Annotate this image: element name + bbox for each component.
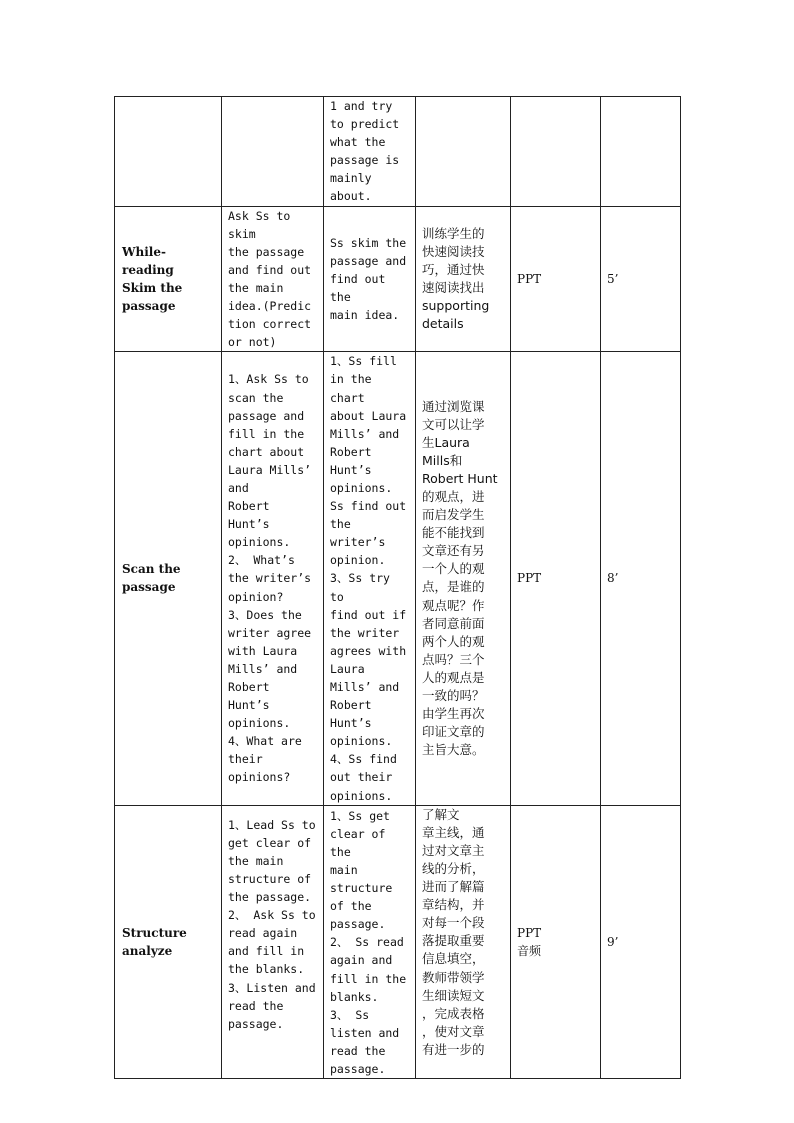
student-activity-text: Ss skim the passage and find out the main idea. bbox=[330, 235, 407, 323]
teacher-activity-cell bbox=[222, 97, 324, 207]
lesson-plan-table bbox=[114, 96, 681, 1079]
time-cell bbox=[601, 97, 681, 207]
teacher-activity-cell bbox=[222, 352, 324, 805]
student-activity-text: 1、Ss get clear of the main structure of the passage. 2、 Ss read again and fill in the blanks. 3、 Ss listen and read the passage. bbox=[330, 808, 407, 1076]
table-row bbox=[115, 805, 681, 1078]
student-activity-cell bbox=[324, 97, 416, 207]
media-cell bbox=[511, 805, 601, 1078]
time-text: 9’ bbox=[607, 934, 619, 949]
student-activity-cell bbox=[324, 206, 416, 352]
media-cell bbox=[511, 97, 601, 207]
student-activity-text: 1、Ss fill in the chart about Laura Mills’ and Robert Hunt’s opinions. Ss find out the writer’s opinion. 3、Ss try to find out if the writer agrees with Laura Mills’ and Robert Hunt’s opinions. 4、Ss find out their opinions. bbox=[330, 354, 407, 803]
stage-cell bbox=[115, 206, 222, 352]
design-aim-text: 了解文 章主线，通 过对文章主 线的分析， 进而了解篇 章结构，并 对每一个段 落提取重要 信息填空， 教师带领学 生细读短文 ，完成表格 ，使对文章 有进一步的 bbox=[422, 806, 485, 1057]
teacher-activity-cell bbox=[222, 805, 324, 1078]
media-text: PPT bbox=[517, 571, 542, 586]
media-text: PPT 音频 bbox=[517, 925, 542, 958]
stage-text: Structure analyze bbox=[122, 925, 187, 958]
student-activity-text: 1 and try to predict what the passage is mainly about. bbox=[330, 99, 400, 204]
teacher-activity-text: 1、Ask Ss to scan the passage and fill in the chart about Laura Mills’ and Robert Hunt’s opinions. 2、 What’s the writer’s opinion? 3、Does the writer agree with Laura Mills’ and Robert Hunt’s opinions. 4、What are their opinions? bbox=[228, 372, 312, 785]
teacher-activity-cell bbox=[222, 206, 324, 352]
time-text: 8’ bbox=[607, 571, 619, 586]
stage-cell bbox=[115, 97, 222, 207]
design-aim-text: 训练学生的 快速阅读技 巧，通过快 速阅读找出 supporting details bbox=[422, 225, 490, 332]
student-activity-cell bbox=[324, 352, 416, 805]
table-row bbox=[115, 206, 681, 352]
stage-cell bbox=[115, 805, 222, 1078]
table-row bbox=[115, 97, 681, 207]
student-activity-cell bbox=[324, 805, 416, 1078]
teacher-activity-text: Ask Ss to skim the passage and find out the main idea.(Predic tion correct or not) bbox=[228, 208, 312, 350]
stage-cell bbox=[115, 352, 222, 805]
time-cell bbox=[601, 805, 681, 1078]
table-row bbox=[115, 352, 681, 805]
time-cell bbox=[601, 206, 681, 352]
design-aim-cell bbox=[416, 97, 511, 207]
stage-text: While-reading Skim the passage bbox=[122, 244, 183, 314]
design-aim-text: 通过浏览课 文可以让学 生Laura Mills和 Robert Hunt 的观点，进 而启发学生 能不能找到 文章还有另 一个人的观 点，是谁的 观点呢？作 者同意前面 两个人的观 点吗？三个 人的观点是 一致的吗？ 由学生再次 印证文章的 主旨大意。 bbox=[422, 398, 498, 758]
media-text: PPT bbox=[517, 271, 542, 286]
design-aim-cell bbox=[416, 206, 511, 352]
time-text: 5’ bbox=[607, 271, 619, 286]
time-cell bbox=[601, 352, 681, 805]
media-cell bbox=[511, 352, 601, 805]
stage-text: Scan the passage bbox=[122, 562, 181, 595]
media-cell bbox=[511, 206, 601, 352]
design-aim-cell bbox=[416, 352, 511, 805]
design-aim-cell bbox=[416, 805, 511, 1078]
teacher-activity-text: 1、Lead Ss to get clear of the main structure of the passage. 2、 Ask Ss to read again and fill in the blanks. 3、Listen and read the passage. bbox=[228, 817, 316, 1031]
